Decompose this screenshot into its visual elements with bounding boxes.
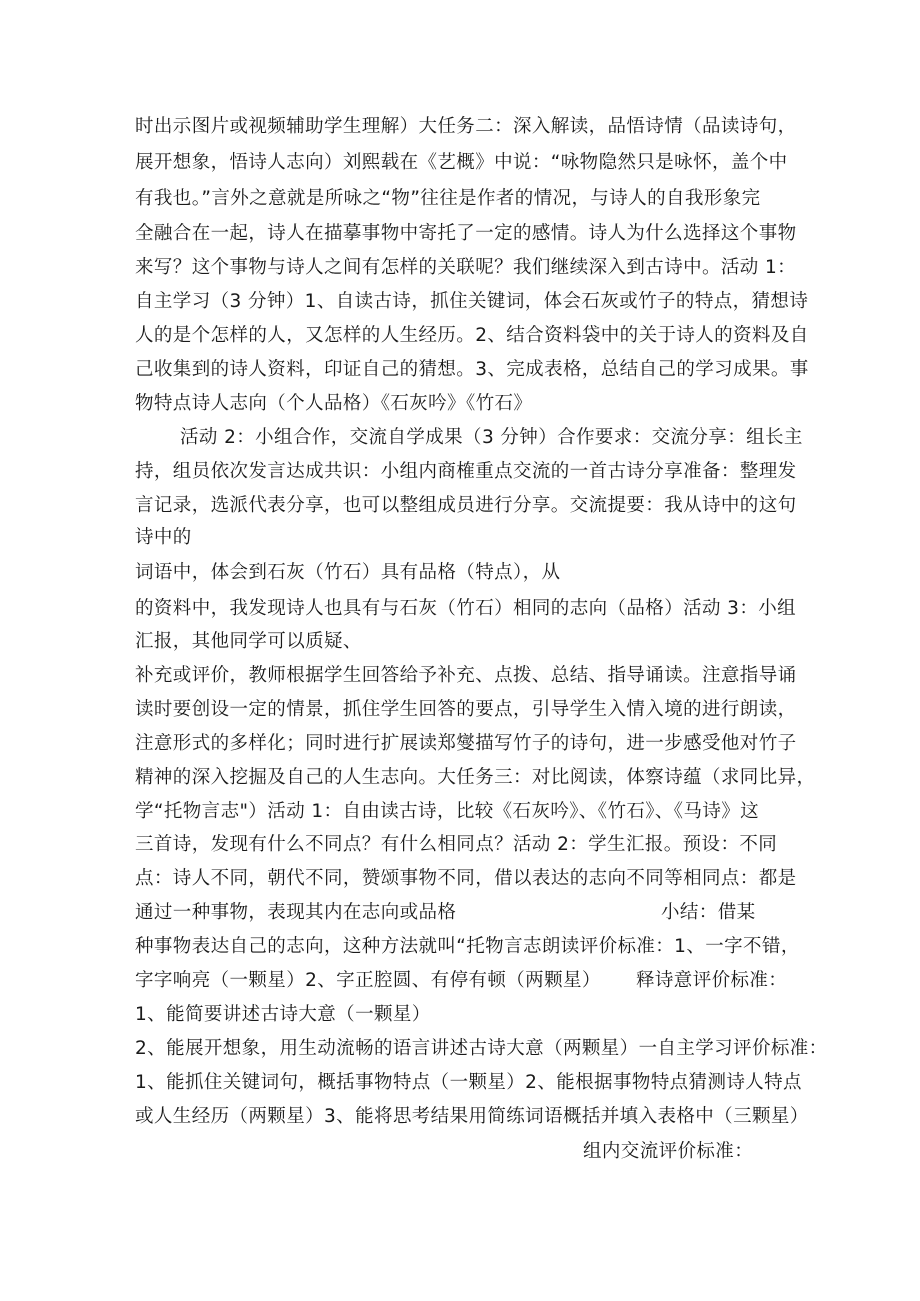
text-line: 人的是个怎样的人，又怎样的人生经历。2、结合资料袋中的关于诗人的资料及自 bbox=[135, 325, 809, 346]
text-line: 2、能展开想象，用生动流畅的语言讲述古诗大意（两颗星）一自主学习评价标准： bbox=[135, 1038, 828, 1059]
text-line: 读时要创设一定的情景，抓住学生回答的要点，引导学生入情入境的进行朗读， bbox=[135, 699, 797, 720]
text-line: 1、能抓住关键词句，概括事物特点（一颗星）2、能根据事物特点猜测诗人特点 bbox=[135, 1072, 802, 1093]
text-line: 词语中，体会到石灰（竹石）具有品格（特点），从 bbox=[135, 562, 561, 583]
text-line: 时出示图片或视频辅助学生理解）大任务二：深入解读，品悟诗情（品读诗句， bbox=[135, 116, 797, 137]
text-line: 汇报，其他同学可以质疑、 bbox=[135, 631, 362, 652]
text-line-criteria: 组内交流评价标准： bbox=[583, 1141, 754, 1162]
text-line: 诗中的 bbox=[135, 527, 192, 548]
text-line: 注意形式的多样化；同时进行扩展读郑燮描写竹子的诗句，进一步感受他对竹子 bbox=[135, 733, 797, 754]
text-line-indented: 活动 2：小组合作，交流自学成果（3 分钟）合作要求：交流分享：组长主 bbox=[180, 427, 803, 448]
text-line: 言记录，选派代表分享，也可以整组成员进行分享。交流提要：我从诗中的这句 bbox=[135, 495, 797, 516]
text-line: 来写？这个事物与诗人之间有怎样的关联呢？我们继续深入到古诗中。活动 1： bbox=[135, 257, 797, 278]
text-line: 点：诗人不同，朝代不同，赞颂事物不同，借以表达的志向不同等相同点：都是 bbox=[135, 868, 797, 889]
text-line: 己收集到的诗人资料，印证自己的猜想。3、完成表格，总结自己的学习成果。事 bbox=[135, 359, 809, 380]
text-line: 精神的深入挖掘及自己的人生志向。大任务三：对比阅读，体察诗蕴（求同比异， bbox=[135, 767, 816, 788]
text-line: 自主学习（3 分钟）1、自读古诗，抓住关键词，体会石灰或竹子的特点，猜想诗 bbox=[135, 291, 809, 312]
text-line: 补充或评价，教师根据学生回答给予补充、点拨、总结、指导诵读。注意指导诵 bbox=[135, 665, 797, 686]
text-line-summary: 小结：借某 bbox=[661, 902, 756, 923]
text-line: 字字响亮（一颗星）2、字正腔圆、有停有顿（两颗星） bbox=[135, 970, 601, 991]
text-line: 种事物表达自己的志向，这种方法就叫“托物言志朗读评价标准：1、一字不错， bbox=[135, 936, 800, 957]
text-line: 通过一种事物，表现其内在志向或品格 bbox=[135, 902, 457, 923]
text-line: 或人生经历（两颗星）3、能将思考结果用简练词语概括并填入表格中（三颗星） bbox=[135, 1106, 809, 1127]
text-line: 的资料中，我发现诗人也具有与石灰（竹石）相同的志向（品格）活动 3：小组 bbox=[135, 598, 797, 619]
text-line-criteria: 释诗意评价标准： bbox=[636, 970, 788, 991]
text-line: 有我也。”言外之意就是所咏之“物”往往是作者的情况，与诗人的自我形象完 bbox=[135, 188, 761, 209]
text-line: 全融合在一起，诗人在描摹事物中寄托了一定的感情。诗人为什么选择这个事物 bbox=[135, 223, 797, 244]
text-line: 学“托物言志"）活动 1：自由读古诗，比较《石灰吟》、《竹石》、《马诗》这 bbox=[135, 801, 760, 822]
text-line: 持，组员依次发言达成共识：小组内商榷重点交流的一首古诗分享准备：整理发 bbox=[135, 461, 797, 482]
text-line: 展开想象，悟诗人志向）刘熙载在《艺概》中说：“咏物隐然只是咏怀，盖个中 bbox=[135, 152, 788, 173]
text-line: 物特点诗人志向（个人品格）《石灰吟》《竹石》 bbox=[135, 393, 533, 414]
text-line: 三首诗，发现有什么不同点？有什么相同点？活动 2：学生汇报。预设：不同 bbox=[135, 834, 778, 855]
text-line: 1、能简要讲述古诗大意（一颗星） bbox=[135, 1004, 431, 1025]
